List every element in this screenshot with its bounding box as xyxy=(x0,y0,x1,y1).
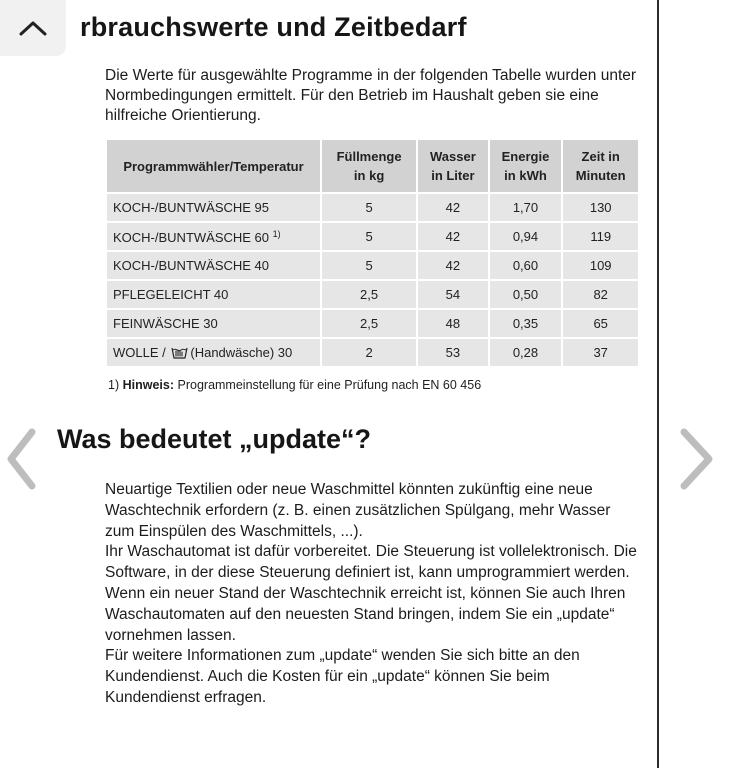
body-paragraph: Wenn ein neuer Stand der Waschtechnik erreicht ist, können Sie auch Ihren Waschautomaten auf den neuesten Stand bringen, indem Sie ein „update“ vornehmen lassen. xyxy=(105,584,626,644)
header-energy: Energie in kWh xyxy=(490,140,562,192)
cell-time: 130 xyxy=(563,194,638,221)
table-row xyxy=(107,281,638,308)
cell-time: 37 xyxy=(563,339,638,366)
cell-energy: 0,94 xyxy=(490,223,562,250)
handwash-icon xyxy=(171,345,188,360)
table-row xyxy=(107,223,638,250)
cell-energy: 1,70 xyxy=(490,194,562,221)
cell-energy: 0,60 xyxy=(490,252,562,279)
collapse-button[interactable] xyxy=(0,0,66,56)
table-header-row xyxy=(107,140,638,192)
chevron-up-icon xyxy=(18,19,48,37)
section-title-consumption: rbrauchswerte und Zeitbedarf xyxy=(80,12,467,42)
cell-program: KOCH-/BUNTWÄSCHE 60 $^{1)}$ xyxy=(107,223,320,250)
cell-program: KOCH-/BUNTWÄSCHE 95 xyxy=(107,194,320,221)
chevron-right-icon xyxy=(676,426,716,492)
update-section-body xyxy=(105,480,640,709)
table-row xyxy=(107,339,638,366)
chevron-left-icon xyxy=(4,426,38,492)
body-paragraph: Ihr Waschautomat ist dafür vorbereitet. Die Steuerung ist vollelektronisch. Die Software, in der diese Steuerung definiert ist, kann umprogrammiert werden. xyxy=(105,543,637,582)
footnote-label: Hinweis: xyxy=(122,378,175,392)
header-program: Programmwähler/Temperatur xyxy=(107,140,320,192)
header-fill: Füllmenge in kg xyxy=(322,140,416,192)
cell-time: 82 xyxy=(563,281,638,308)
body-paragraph: Für weitere Informationen zum „update“ wenden Sie sich bitte an den Kundendienst. Auch die Kosten für ein „update“ können Sie beim Kundendienst erfragen. xyxy=(105,647,580,706)
cell-energy: 0,28 xyxy=(490,339,562,366)
cell-fill: 2,5 xyxy=(322,310,416,337)
page-edge-divider xyxy=(657,0,659,768)
table-row xyxy=(107,310,638,337)
intro-paragraph: Die Werte für ausgewählte Programme in der folgenden Tabelle wurden unter Normbedingungen ermittelt. Für den Betrieb im Haushalt geben sie eine hilfreiche Orientierung. xyxy=(105,67,637,124)
cell-water: 42 xyxy=(418,223,487,250)
table-row xyxy=(107,252,638,279)
cell-time: 65 xyxy=(563,310,638,337)
cell-program: PFLEGELEICHT 40 xyxy=(107,281,320,308)
cell-water: 53 xyxy=(418,339,487,366)
cell-fill: 2 xyxy=(322,339,416,366)
cell-fill: 5 xyxy=(322,252,416,279)
cell-water: 54 xyxy=(418,281,487,308)
cell-water: 48 xyxy=(418,310,487,337)
cell-fill: 2,5 xyxy=(322,281,416,308)
cell-fill: 5 xyxy=(322,194,416,221)
cell-fill: 5 xyxy=(322,223,416,250)
body-paragraph: Neuartige Textilien oder neue Waschmittel könnten zukünftig eine neue Waschtechnik erfordern (z. B. einen zusätzlichen Spülgang, mehr Wasser zum Einspülen des Waschmittels, ...). xyxy=(105,481,611,540)
consumption-table xyxy=(105,138,640,368)
cell-energy: 0,35 xyxy=(490,310,562,337)
cell-energy: 0,50 xyxy=(490,281,562,308)
header-water: Wasser in Liter xyxy=(418,140,487,192)
previous-page-button[interactable] xyxy=(4,426,38,492)
section-title-update: Was bedeutet „update“? xyxy=(57,424,372,454)
table-footnote xyxy=(108,378,481,392)
cell-time: 119 xyxy=(563,223,638,250)
cell-water: 42 xyxy=(418,252,487,279)
cell-program: WOLLE / (Handwäsche) 30 xyxy=(107,339,320,366)
footnote-marker: 1) xyxy=(272,228,281,239)
footnote-marker: 1) xyxy=(108,378,120,392)
table-row xyxy=(107,194,638,221)
cell-time: 109 xyxy=(563,252,638,279)
next-page-button[interactable] xyxy=(676,426,716,492)
header-time: Zeit in Minuten xyxy=(563,140,638,192)
cell-program: KOCH-/BUNTWÄSCHE 40 xyxy=(107,252,320,279)
cell-program: FEINWÄSCHE 30 xyxy=(107,310,320,337)
footnote-text: Programmeinstellung für eine Prüfung nach EN 60 456 xyxy=(177,378,482,392)
cell-water: 42 xyxy=(418,194,487,221)
